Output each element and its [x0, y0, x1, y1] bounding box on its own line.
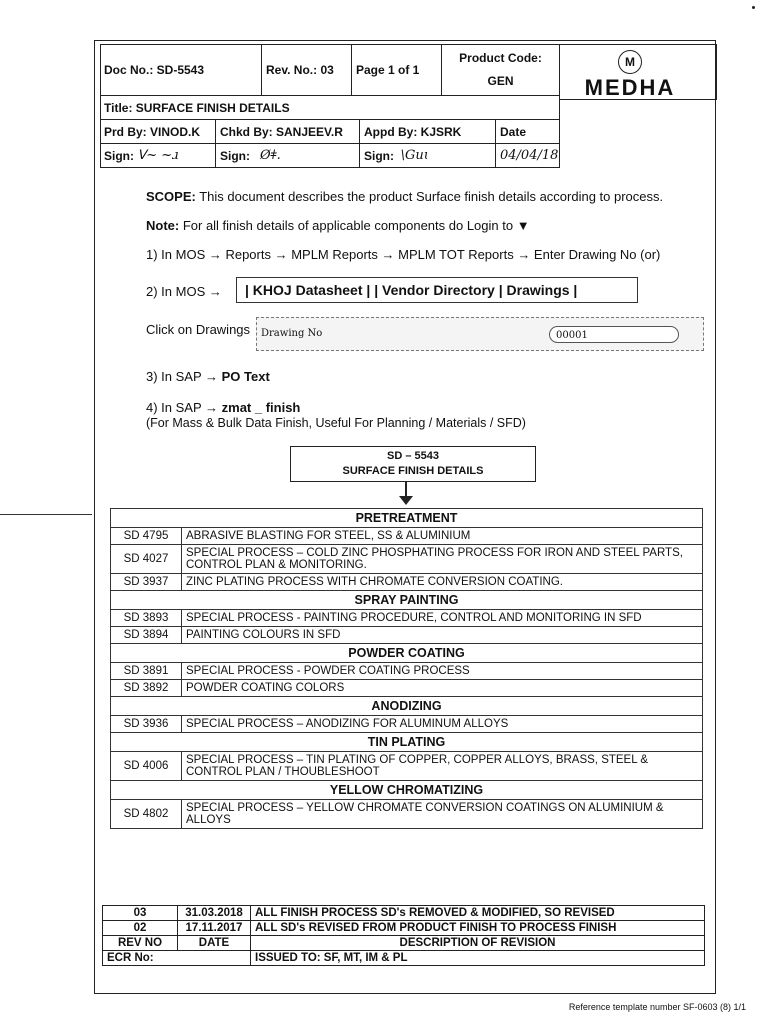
process-description: PAINTING COLOURS IN SFD — [182, 627, 703, 644]
process-row — [111, 528, 703, 545]
sd-code: SD 4027 — [111, 545, 182, 574]
sd-code: SD 3936 — [111, 716, 182, 733]
page-number: Page 1 of 1 — [352, 44, 442, 96]
sd-box-line2: SURFACE FINISH DETAILS — [342, 465, 484, 477]
section-header-row — [111, 733, 703, 752]
signature-1: ᐯ~ ~ɹ — [137, 148, 179, 163]
doc-title: Title: SURFACE FINISH DETAILS — [100, 96, 560, 120]
section-header-row — [111, 644, 703, 663]
scope-line — [146, 189, 663, 204]
date-value-cell — [496, 144, 560, 168]
process-row — [111, 663, 703, 680]
step-1: 1) In MOS → Reports → MPLM Reports → MPLM TOT Reports → Enter Drawing No (or) — [146, 247, 661, 262]
process-description: SPECIAL PROCESS – COLD ZINC PHOSPHATING PROCESS FOR IRON AND STEEL PARTS, CONTROL PLAN & MONITORING. — [182, 545, 703, 574]
note-label: Note: — [146, 218, 180, 233]
step-4-prefix: 4) In SAP → — [146, 400, 222, 415]
revision-row — [103, 906, 705, 921]
doc-no: Doc No.: SD-5543 — [100, 44, 262, 96]
sign-prepared — [100, 144, 216, 168]
sign-approved — [360, 144, 496, 168]
footer-reference: Reference template number SF-0603 (8) 1/1 — [568, 1002, 746, 1012]
process-description: SPECIAL PROCESS – ANODIZING FOR ALUMINUM ALLOYS — [182, 716, 703, 733]
step-4-bold: zmat _ finish — [221, 400, 301, 415]
sd-code: SD 3893 — [111, 610, 182, 627]
section-title: POWDER COATING — [111, 644, 703, 663]
process-row — [111, 752, 703, 781]
process-description: SPECIAL PROCESS – YELLOW CHROMATE CONVERSION COATINGS ON ALUMINIUM & ALLOYS — [182, 800, 703, 829]
drawing-no-label: Drawing No — [261, 328, 323, 339]
sd-code: SD 3891 — [111, 663, 182, 680]
process-description: ABRASIVE BLASTING FOR STEEL, SS & ALUMINIUM — [182, 528, 703, 545]
logo-mark-icon: M — [618, 50, 642, 74]
step-2: 2) In MOS → — [146, 284, 222, 299]
step-4 — [146, 400, 300, 415]
rev-date-cell: 31.03.2018 — [178, 906, 251, 921]
ecr-label: ECR No: — [103, 951, 251, 966]
sign-checked — [216, 144, 360, 168]
process-row — [111, 800, 703, 829]
scope-text: This document describes the product Surface finish details according to process. — [195, 189, 664, 204]
revision-row — [103, 921, 705, 936]
drawing-search-panel — [256, 317, 704, 351]
sd-code: SD 4795 — [111, 528, 182, 545]
sd-code: SD 4006 — [111, 752, 182, 781]
rev-date-header: DATE — [178, 936, 251, 951]
sd-box — [290, 446, 536, 482]
section-header-row — [111, 697, 703, 716]
process-row — [111, 545, 703, 574]
rev-no-cell: 02 — [103, 921, 178, 936]
step-3 — [146, 369, 270, 384]
step-3-prefix: 3) In SAP → — [146, 369, 222, 384]
rev-no-header: REV NO — [103, 936, 178, 951]
section-title: PRETREATMENT — [111, 509, 703, 528]
scan-speck — [752, 6, 755, 9]
margin-line — [0, 514, 92, 515]
logo-wordmark: MEDHA — [584, 75, 676, 100]
rev-desc-header: DESCRIPTION OF REVISION — [251, 936, 705, 951]
checked-by: Chkd By: SANJEEV.R — [216, 120, 360, 144]
sd-code: SD 4802 — [111, 800, 182, 829]
signature-3: \Guɩ — [400, 148, 429, 163]
ecr-row — [103, 951, 705, 966]
process-row — [111, 627, 703, 644]
sign-label: Sign: — [104, 148, 134, 163]
process-row — [111, 680, 703, 697]
drawing-no-input[interactable]: 00001 — [549, 326, 679, 343]
product-code-value: GEN — [487, 74, 514, 89]
section-title: TIN PLATING — [111, 733, 703, 752]
rev-desc-cell: ALL SD's REVISED FROM PRODUCT FINISH TO PROCESS FINISH — [251, 921, 705, 936]
mos-button-bar[interactable]: | KHOJ Datasheet | | Vendor Directory | Drawings | — [236, 277, 638, 303]
revision-table — [102, 905, 705, 966]
issued-to: ISSUED TO: SF, MT, IM & PL — [251, 951, 705, 966]
section-header-row — [111, 591, 703, 610]
revision-header-row — [103, 936, 705, 951]
section-header-row — [111, 781, 703, 800]
process-description: POWDER COATING COLORS — [182, 680, 703, 697]
note-line — [146, 218, 530, 233]
sd-box-line1: SD – 5543 — [387, 450, 439, 462]
approved-by: Appd By: KJSRK — [360, 120, 496, 144]
section-title: YELLOW CHROMATIZING — [111, 781, 703, 800]
product-code-cell — [442, 44, 560, 96]
process-row — [111, 574, 703, 591]
rev-date-cell: 17.11.2017 — [178, 921, 251, 936]
process-description: SPECIAL PROCESS – TIN PLATING OF COPPER, COPPER ALLOYS, BRASS, STEEL & CONTROL PLAN / THOUBLESHOOT — [182, 752, 703, 781]
sign-label: Sign: — [364, 148, 394, 163]
sd-code: SD 3892 — [111, 680, 182, 697]
signature-2: Øǂ. — [260, 148, 281, 163]
note-text: For all finish details of applicable components do Login to ▼ — [179, 218, 530, 233]
process-row — [111, 610, 703, 627]
section-title: ANODIZING — [111, 697, 703, 716]
rev-no: Rev. No.: 03 — [262, 44, 352, 96]
sd-code: SD 3937 — [111, 574, 182, 591]
medha-logo — [575, 50, 685, 100]
product-code-label: Product Code: — [459, 50, 542, 65]
section-title: SPRAY PAINTING — [111, 591, 703, 610]
process-table — [110, 508, 703, 829]
process-description: SPECIAL PROCESS - POWDER COATING PROCESS — [182, 663, 703, 680]
process-description: ZINC PLATING PROCESS WITH CHROMATE CONVERSION COATING. — [182, 574, 703, 591]
date-value: 04/04/18 — [500, 148, 559, 163]
process-row — [111, 716, 703, 733]
sign-label: Sign: — [220, 148, 250, 163]
sd-code: SD 3894 — [111, 627, 182, 644]
date-label: Date — [496, 120, 560, 144]
scope-label: SCOPE: — [146, 189, 196, 204]
step-3-bold: PO Text — [221, 369, 270, 384]
prepared-by: Prd By: VINOD.K — [100, 120, 216, 144]
click-on-drawings: Click on Drawings — [146, 322, 251, 337]
section-header-row — [111, 509, 703, 528]
rev-no-cell: 03 — [103, 906, 178, 921]
process-description: SPECIAL PROCESS - PAINTING PROCEDURE, CONTROL AND MONITORING IN SFD — [182, 610, 703, 627]
arrow-down-icon — [399, 496, 413, 505]
rev-desc-cell: ALL FINISH PROCESS SD's REMOVED & MODIFIED, SO REVISED — [251, 906, 705, 921]
step-4-note: (For Mass & Bulk Data Finish, Useful For Planning / Materials / SFD) — [146, 416, 526, 430]
